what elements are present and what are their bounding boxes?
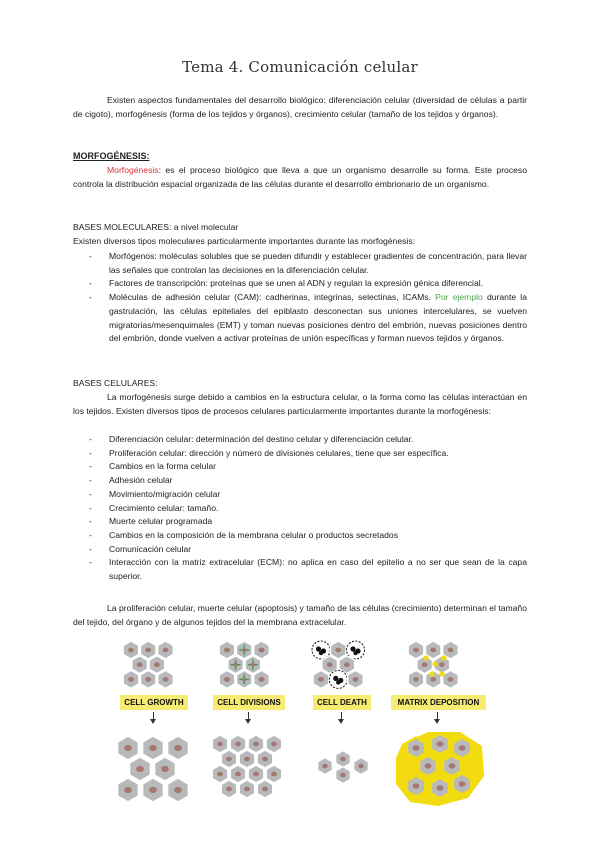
list-item: - Cambios en la forma celular: [73, 460, 527, 474]
nucleus: [430, 677, 436, 682]
nucleus: [136, 766, 144, 772]
nucleus: [235, 772, 241, 777]
nucleus: [128, 648, 134, 653]
fragment: [353, 651, 357, 655]
nucleus: [163, 648, 169, 653]
arrowhead-icon: [245, 719, 251, 724]
matrix-bit: [439, 671, 444, 676]
nucleus: [149, 787, 157, 793]
nucleus: [322, 764, 327, 768]
arrowhead-icon: [150, 719, 156, 724]
nucleus: [224, 677, 230, 682]
nucleus: [128, 677, 134, 682]
nucleus: [242, 648, 246, 652]
nucleus: [439, 662, 445, 667]
nucleus: [358, 764, 363, 768]
cell-growth-label: CELL GROWTH: [120, 695, 188, 710]
molecular-intro: Existen diversos tipos moleculares particularmente importantes durante las morfogénesis:: [73, 236, 416, 246]
nucleus: [259, 648, 265, 653]
matrix-bit: [432, 661, 437, 666]
nucleus: [413, 677, 419, 682]
nucleus: [242, 677, 246, 681]
nucleus: [226, 787, 232, 792]
nucleus: [327, 662, 333, 667]
nucleus: [271, 772, 277, 777]
nucleus: [145, 677, 151, 682]
nucleus: [459, 745, 466, 750]
page-title: Tema 4. Comunicación celular: [182, 58, 418, 76]
nucleus: [253, 742, 259, 747]
nucleus: [422, 662, 428, 667]
nucleus: [271, 742, 277, 747]
nucleus: [335, 648, 341, 653]
intro-paragraph: Existen aspectos fundamentales del desarrollo biológico: diferenciación celular (diversidad de células a partir de cigoto), morfogénesis (forma de los tejidos y órganos), crecimiento celular (tamaño de los tejidos y órganos).: [73, 95, 527, 119]
nucleus: [413, 648, 419, 653]
cellular-list: [73, 433, 527, 584]
nucleus: [137, 662, 143, 667]
list-item: [73, 291, 527, 346]
list-item: - Morfógenos: moléculas solubles que se pueden difundir y establecer gradientes de concentración, para llevar las señales que controlan las decisiones en la diferenciación celular.: [73, 250, 527, 277]
cellular-intro: La morfogénesis surge debido a cambios en la estructura celular, o la forma como las células interactúan en los tejidos. Existen diversos tipos de procesos celulares particularmente importantes durante la morfogénesis:: [73, 392, 527, 416]
fragment: [316, 646, 321, 651]
nucleus: [234, 663, 238, 667]
nucleus: [430, 648, 436, 653]
nucleus: [235, 742, 241, 747]
nucleus: [244, 757, 250, 762]
nucleus: [448, 677, 454, 682]
cam-continuation: durante la gastrulación, las células epiteliales del epiblasto desconectan sus uniones intercelulares, se vuelven migratorias/mesenquimales (EMT) y toman nuevas posiciones dentro del embrión, nuevas posiciones dentro del embrión, donde vuelven a activar proteínas de unión específicas y forman nuevos tejidos y órganos.: [109, 292, 527, 344]
morfogenesis-paragraph: [73, 164, 527, 191]
nucleus: [449, 763, 456, 768]
nucleus: [437, 785, 444, 790]
cell-divisions-label: CELL DIVISIONS: [213, 695, 285, 710]
cam-text: Moléculas de adhesión celular (CAM): cadherinas, integrinas, selectinas, ICAMs.: [109, 292, 436, 303]
list-item: - Muerte celular programada: [73, 515, 527, 529]
fragment: [333, 676, 338, 681]
nucleus: [161, 766, 169, 772]
list-item: - Adhesión celular: [73, 474, 527, 488]
molecular-list: [73, 250, 527, 346]
nucleus: [318, 677, 324, 682]
matrix-bit: [441, 655, 446, 660]
list-item: - Movimiento/migración celular: [73, 488, 527, 502]
nucleus: [262, 787, 268, 792]
list-item: - Interacción con la matriz extracelular (ECM): no aplica en caso del epitelio a no ser que sean de la capa superior.: [73, 556, 527, 583]
arrowhead-icon: [338, 719, 344, 724]
matrix-deposition-label: MATRIX DEPOSITION: [391, 695, 486, 710]
nucleus: [154, 662, 160, 667]
closing-paragraph: La proliferación celular, muerte celular (apoptosis) y tamaño de las células (crecimiento) determinan el tamaño del tejido, del órgano y de algunos tejidos del la membrana extracelular.: [73, 603, 527, 627]
nucleus: [217, 742, 223, 747]
cell-death-label: CELL DEATH: [313, 695, 371, 710]
fragment: [319, 651, 323, 655]
nucleus: [226, 757, 232, 762]
nucleus: [344, 662, 350, 667]
nucleus: [244, 787, 250, 792]
nucleus: [217, 772, 223, 777]
fragment: [350, 646, 355, 651]
arrowhead-icon: [434, 719, 440, 724]
morfogenesis-term: Morfogénesis: [107, 165, 159, 175]
matrix-bit: [429, 671, 434, 676]
nucleus: [262, 757, 268, 762]
nucleus: [425, 763, 432, 768]
nucleus: [124, 787, 132, 793]
nucleus: [224, 648, 230, 653]
nucleus: [413, 783, 420, 788]
list-item: - Diferenciación celular: determinación del destino celular y diferenciación celular.: [73, 433, 527, 447]
nucleus: [448, 648, 454, 653]
nucleus: [251, 663, 255, 667]
list-item: - Comunicación celular: [73, 543, 527, 557]
nucleus: [145, 648, 151, 653]
list-item: - Proliferación celular: dirección y número de divisiones celulares, tiene que ser específica.: [73, 447, 527, 461]
cell-diagrams: [110, 636, 490, 846]
list-item: - Cambios en la composición de la membrana celular o productos secretados: [73, 529, 527, 543]
nucleus: [163, 677, 169, 682]
molecular-label: BASES MOLECULARES: a nivel molecular: [73, 222, 239, 232]
nucleus: [174, 745, 182, 751]
dead-cell: [329, 670, 347, 688]
nucleus: [174, 787, 182, 793]
cellular-label: BASES CELULARES:: [73, 378, 158, 388]
example-marker: Por ejemplo: [435, 292, 483, 303]
list-item: - Factores de transcripción: proteínas que se unen al ADN y regulan la expresión génica diferencial.: [73, 277, 527, 291]
nucleus: [437, 741, 444, 746]
fragment: [336, 680, 340, 684]
nucleus: [340, 757, 345, 761]
nucleus: [124, 745, 132, 751]
matrix-bit: [423, 655, 428, 660]
nucleus: [259, 677, 265, 682]
nucleus: [459, 781, 466, 786]
morfogenesis-definition: : es el proceso biológico que lleva a que un organismo desarrolle su forma. Este proceso controla la distribución espacial organizada de las células durante el desarrollo embrionario de un organismo.: [73, 165, 527, 189]
nucleus: [253, 772, 259, 777]
nucleus: [413, 745, 420, 750]
nucleus: [149, 745, 157, 751]
list-item: - Crecimiento celular: tamaño.: [73, 502, 527, 516]
nucleus: [353, 677, 359, 682]
cell-process-figure: [110, 636, 490, 846]
morfogenesis-heading: MORFOGÉNESIS:: [73, 151, 150, 161]
nucleus: [340, 773, 345, 777]
